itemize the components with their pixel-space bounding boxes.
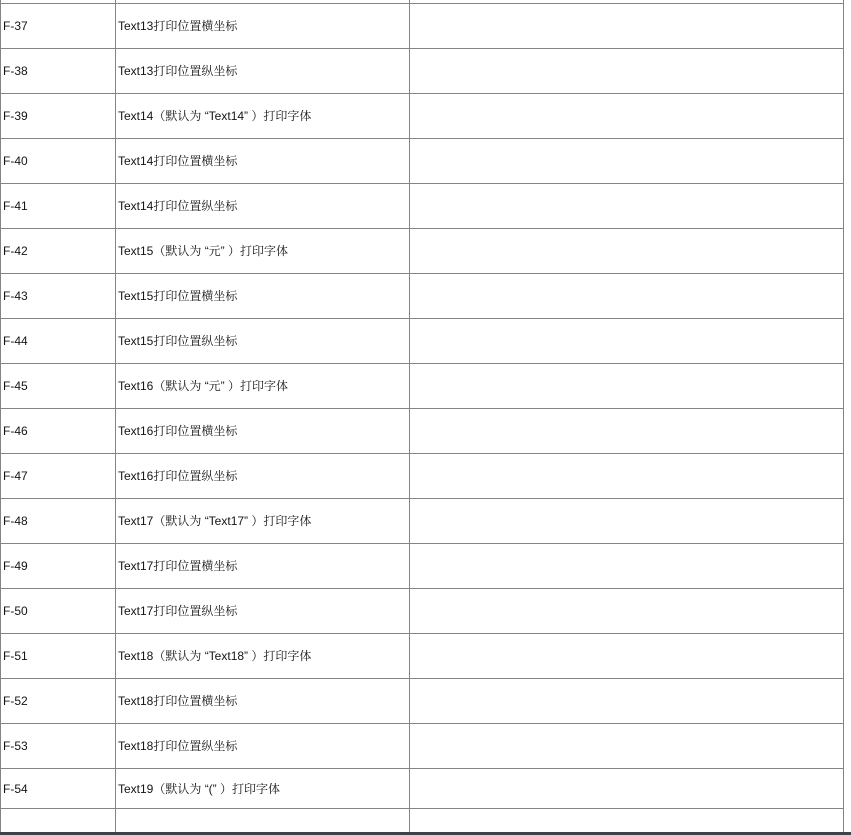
row-value-cell xyxy=(410,634,844,679)
table-row xyxy=(1,544,844,589)
row-id-cell: F-50 xyxy=(1,589,116,634)
row-description-cell: Text15打印位置纵坐标 xyxy=(116,319,410,364)
row-description-cell: Text15打印位置横坐标 xyxy=(116,274,410,319)
row-value-cell xyxy=(410,769,844,809)
row-value-cell xyxy=(410,454,844,499)
row-id-cell: F-47 xyxy=(1,454,116,499)
row-value-cell xyxy=(410,94,844,139)
row-description-cell xyxy=(116,809,410,833)
row-description-cell: Text16（默认为 “元” ）打印字体 xyxy=(116,364,410,409)
table-row xyxy=(1,94,844,139)
row-value-cell xyxy=(410,809,844,833)
table-row xyxy=(1,274,844,319)
table-row xyxy=(1,319,844,364)
table-row xyxy=(1,589,844,634)
row-description-cell: Text16打印位置纵坐标 xyxy=(116,454,410,499)
table-row xyxy=(1,499,844,544)
row-description-cell: Text14打印位置横坐标 xyxy=(116,139,410,184)
row-description-cell: Text13打印位置横坐标 xyxy=(116,4,410,49)
row-value-cell xyxy=(410,409,844,454)
row-description-cell: Text17打印位置横坐标 xyxy=(116,544,410,589)
row-value-cell xyxy=(410,544,844,589)
row-value-cell xyxy=(410,724,844,769)
row-description-cell: Text13打印位置纵坐标 xyxy=(116,49,410,94)
row-value-cell xyxy=(410,679,844,724)
table-row xyxy=(1,139,844,184)
table-row xyxy=(1,409,844,454)
row-id-cell: F-53 xyxy=(1,724,116,769)
row-id-cell: F-51 xyxy=(1,634,116,679)
row-id-cell: F-46 xyxy=(1,409,116,454)
row-description-cell: Text15（默认为 “元” ）打印字体 xyxy=(116,229,410,274)
table-row xyxy=(1,4,844,49)
row-value-cell xyxy=(410,139,844,184)
row-description-cell: Text18打印位置横坐标 xyxy=(116,679,410,724)
row-id-cell: F-38 xyxy=(1,49,116,94)
row-description-cell: Text18（默认为 “Text18” ）打印字体 xyxy=(116,634,410,679)
table-row xyxy=(1,364,844,409)
row-id-cell: F-45 xyxy=(1,364,116,409)
row-id-cell: F-42 xyxy=(1,229,116,274)
table-row xyxy=(1,724,844,769)
row-value-cell xyxy=(410,4,844,49)
table-row xyxy=(1,454,844,499)
row-value-cell xyxy=(410,499,844,544)
row-value-cell xyxy=(410,184,844,229)
row-description-cell: Text16打印位置横坐标 xyxy=(116,409,410,454)
row-id-cell: F-48 xyxy=(1,499,116,544)
row-id-cell: F-54 xyxy=(1,769,116,809)
row-id-cell: F-44 xyxy=(1,319,116,364)
row-id-cell: F-52 xyxy=(1,679,116,724)
row-description-cell: Text14打印位置纵坐标 xyxy=(116,184,410,229)
table-row xyxy=(1,229,844,274)
table-row xyxy=(1,634,844,679)
table-row xyxy=(1,49,844,94)
row-id-cell: F-43 xyxy=(1,274,116,319)
row-value-cell xyxy=(410,229,844,274)
row-value-cell xyxy=(410,589,844,634)
table-row xyxy=(1,184,844,229)
table-row xyxy=(1,769,844,809)
table-row-partial-bottom xyxy=(1,809,844,833)
row-id-cell: F-41 xyxy=(1,184,116,229)
row-id-cell: F-37 xyxy=(1,4,116,49)
row-id-cell: F-49 xyxy=(1,544,116,589)
row-value-cell xyxy=(410,274,844,319)
row-description-cell: Text14（默认为 “Text14” ）打印字体 xyxy=(116,94,410,139)
row-description-cell: Text19（默认为 “(” ）打印字体 xyxy=(116,769,410,809)
row-value-cell xyxy=(410,364,844,409)
row-value-cell xyxy=(410,319,844,364)
row-description-cell: Text18打印位置纵坐标 xyxy=(116,724,410,769)
row-value-cell xyxy=(410,49,844,94)
row-id-cell: F-40 xyxy=(1,139,116,184)
row-description-cell: Text17（默认为 “Text17” ）打印字体 xyxy=(116,499,410,544)
row-id-cell xyxy=(1,809,116,833)
row-id-cell: F-39 xyxy=(1,94,116,139)
table-row xyxy=(1,679,844,724)
row-description-cell: Text17打印位置纵坐标 xyxy=(116,589,410,634)
